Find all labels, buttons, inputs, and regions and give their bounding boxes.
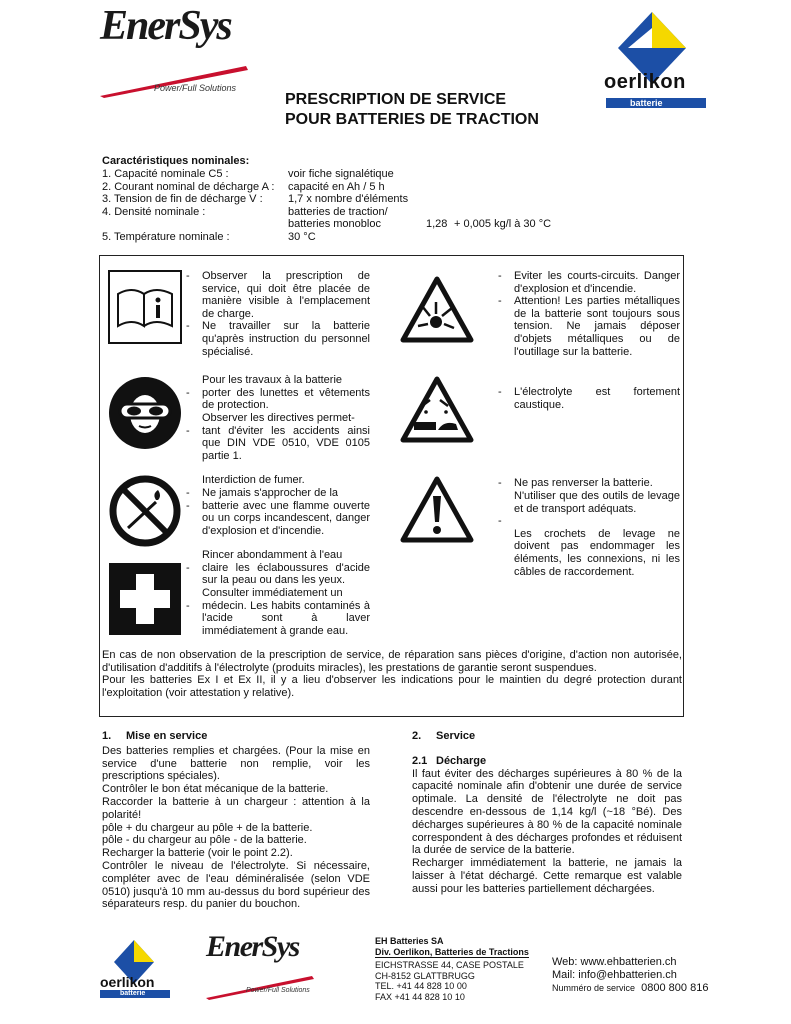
oerlikon-wordmark: oerlikon [604, 71, 686, 93]
enersys-footer-wordmark: EnerSys [206, 930, 299, 963]
oerlikon-diamond-icon [600, 10, 710, 110]
mail-link[interactable]: Mail: info@ehbatterien.ch [552, 969, 677, 981]
oerlikon-footer-sub: batterie [120, 990, 146, 997]
safety-box [99, 255, 684, 717]
list-item: - claire les éclaboussures d'acide sur la peau ou dans les yeux. [186, 561, 370, 587]
subsection-heading: 2.1 Décharge [412, 754, 487, 767]
spec-row: 3. Tension de fin de décharge V : 1,7 x nombre d'éléments [102, 193, 409, 205]
section-heading: 2. Service [412, 730, 476, 742]
safety-right-list [498, 270, 680, 578]
list-item: N'utiliser que des outils de levage et de transport adéquats. [514, 489, 680, 515]
exclamation-warning-icon [400, 476, 474, 544]
spec-row: 1. Capacité nominale C5 : voir fiche signalétique [102, 168, 394, 180]
list-item: - tant d'éviter les accidents ainsi que DIN VDE 0510, VDE 0105 partie 1. [186, 424, 370, 462]
corrosive-warning-icon [400, 376, 474, 444]
list-item: - Eviter les courts-circuits. Danger d'explosion et d'incendie. [498, 270, 680, 295]
web-link[interactable]: Web: www.ehbatterien.ch [552, 956, 677, 968]
oerlikon-sub: batterie [630, 98, 663, 108]
list-item: - Ne jamais s'approcher de la [186, 486, 339, 499]
spec-row: batteries monobloc 1,28 + 0,005 kg/l à 30 °C [288, 218, 552, 230]
book-info-icon [108, 270, 182, 344]
list-item: Pour les travaux à la batterie [202, 374, 343, 387]
spec-row: 2. Courant nominal de décharge A : capacité en Ah / 5 h [102, 180, 385, 193]
list-item: Interdiction de fumer. [202, 474, 305, 487]
safety-left-list [186, 270, 370, 637]
enersys-logo [96, 3, 261, 98]
list-item: - Ne travailler sur la batterie qu'après instruction du personnel spécialisé. [186, 320, 370, 358]
oerlikon-footer-wordmark: oerlikon [100, 974, 155, 990]
spec-row: 5. Température nominale : 30 °C [102, 230, 316, 243]
spec-row: 4. Densité nominale : batteries de traction/ [102, 205, 388, 218]
service-number: Numméro de service 0800 800 816 [552, 982, 709, 994]
list-item: - L'électrolyte est fortement caustique. [498, 386, 680, 411]
list-item: - [498, 515, 502, 528]
company-contact [552, 956, 708, 995]
list-item: Observer les directives permet- [202, 411, 355, 424]
specs-heading: Caractéristiques nominales: [102, 155, 250, 167]
list-item: - Ne pas renverser la batterie. [498, 477, 653, 490]
oerlikon-logo [600, 10, 710, 110]
first-aid-cross-icon [108, 562, 182, 636]
list-item: Consulter immédiatement un [202, 587, 343, 600]
enersys-wordmark: EnerSys [100, 3, 231, 49]
enersys-footer-logo [204, 930, 324, 1000]
warranty-notice: En cas de non observation de la prescription de service, de réparation sans pièces d'origine, d'action non autorisée, d'utilisation d'additifs à l'électrolyte (produits miracles), les prestations de garantie seront suspendues. Pour les batteries Ex I et Ex II, il y a lieu d'observer les indications pour le maintien du degré protection durant l'exploitation (voir attestation y relative). [102, 649, 682, 699]
list-item: - Attention! Les parties métalliques de la batterie sont toujours sous tension. Ne jamais déposer d'objets métalliques ou de l'outillage sur la batterie. [498, 295, 680, 358]
list-item: - porter des lunettes et vêtements de protection. [186, 386, 370, 412]
section-mise-en-service: 1. Mise en service Des batteries remplies et chargées. (Pour la mise en service d'une batterie non remplie, voir les prescriptions spéciales). Contrôler le bon état mécanique de la batterie. Raccorder la batterie à un chargeur : attention à la polarité! pôle + du chargeur au pôle + de la batterie. pôle - du chargeur au pôle - de la batterie. Recharger la batterie (voir le point 2.2). Contrôler le niveau de l'électrolyte. Si nécessaire, compléter avec de l'eau déminéralisée (selon VDE 0510) jusqu'à 10 mm au-dessus du bord supérieur des séparateurs resp. du panier du bouchon. [102, 730, 370, 911]
list-item: - médecin. Les habits contaminés à l'acide sont à laver immédiatement à grande eau. [186, 599, 370, 637]
no-smoking-icon [108, 474, 182, 548]
list-item: Rincer abondamment à l'eau [202, 549, 343, 562]
enersys-footer-tagline: Power/Full Solutions [246, 987, 310, 994]
section-heading: 1. Mise en service [102, 730, 208, 742]
company-address: EH Batteries SA Div. Oerlikon, Batteries de Tractions EICHSTRASSE 44, CASE POSTALE CH-8152 GLATTBRUGG TEL. +41 44 828 10 00 FAX +41 44 828 10 10 [375, 936, 529, 1002]
oerlikon-footer-logo [96, 938, 176, 1000]
explosion-warning-icon [400, 276, 474, 344]
list-item: Les crochets de levage ne doivent pas endommager les éléments, les connexions, ni les câbles de raccordement. [514, 527, 680, 578]
enersys-tagline: Power/Full Solutions [154, 83, 237, 93]
section-service: 2. Service 2.1 Décharge Il faut éviter des décharges supérieures à 80 % de la capacité nominale afin d'obtenir une durée de service optimale. La densité de l'électrolyte ne doit pas descendre en-dessous de 1,14 kg/l (~18 °Bé). Des décharges supérieures à 80 % de la capacité nominale correspondent à des décharges profondes et réduisent la durée de service de la batterie. Recharger immédiatement la batterie, ne jamais la laisser à l'état déchargé. Cette remarque est valable aussi pour les batteries partiellement déchargées. [412, 730, 682, 895]
page-title: PRESCRIPTION DE SERVICE POUR BATTERIES DE TRACTION [285, 91, 539, 128]
nominal-specs [102, 155, 552, 243]
list-item: - Observer la prescription de service, qui doit être placée de manière visible à l'emplacement de charge. [186, 270, 370, 320]
goggles-icon [108, 376, 182, 450]
list-item: - batterie avec une flamme ouverte ou un corps incandescent, danger d'explosion et d'incendie. [186, 499, 370, 537]
